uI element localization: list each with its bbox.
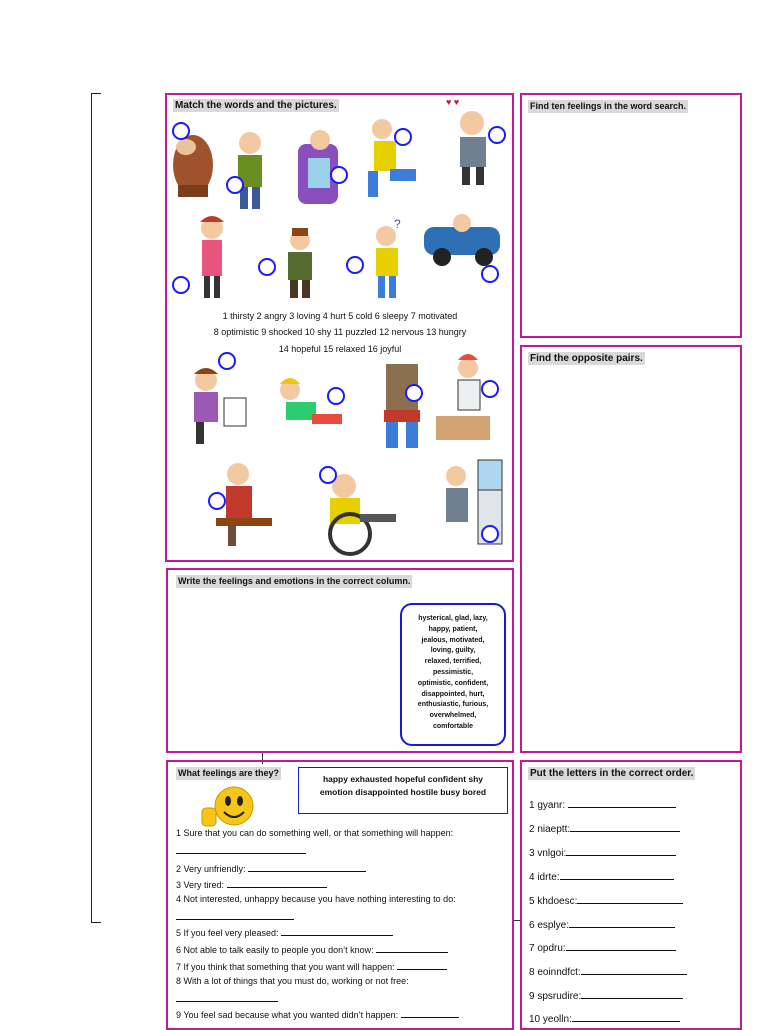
- cartoon-cold-man: [276, 226, 324, 302]
- answer-circle[interactable]: [172, 122, 190, 140]
- opposites-header: Find the opposite pairs.: [530, 353, 643, 364]
- thumbs-up-smiley-icon: [196, 786, 258, 830]
- scramble-item: 8 eoinndfct:: [529, 965, 687, 978]
- outer-frame: [91, 93, 101, 923]
- answer-line-4[interactable]: [176, 910, 294, 923]
- cartoon-angry-driver-car: [418, 205, 506, 269]
- question-8: 8 With a lot of things that you must do, working or not free:: [176, 976, 409, 986]
- cartoon-joyful-woman: [268, 374, 350, 448]
- question-5: 5 If you feel very pleased:: [176, 926, 393, 939]
- answer-circle[interactable]: [218, 352, 236, 370]
- answer-circle[interactable]: [226, 176, 244, 194]
- cartoon-sleepy-man: [225, 125, 275, 213]
- what-feelings-header: What feelings are they?: [178, 768, 280, 778]
- scramble-item: 7 opdru:: [529, 941, 676, 954]
- answer-circle[interactable]: [327, 387, 345, 405]
- answer-circle[interactable]: [481, 380, 499, 398]
- scramble-item: 3 vnlgoi:: [529, 846, 676, 859]
- scramble-item: 6 esplye:: [529, 918, 675, 931]
- column-section-header: Write the feelings and emotions in the correct column.: [178, 576, 411, 586]
- question-7: 7 If you think that something that you want will happen:: [176, 960, 447, 973]
- scramble-item: 9 spsrudire:: [529, 989, 683, 1002]
- cartoon-wheelchair-man: [304, 468, 408, 558]
- answer-circle[interactable]: [172, 276, 190, 294]
- match-words-line-2: 8 optimistic 9 shocked 10 shy 11 puzzled 12 nervous 13 hungry: [213, 327, 467, 337]
- svg-text:?: ?: [394, 217, 401, 231]
- answer-circle[interactable]: [394, 128, 412, 146]
- feelings-word-box: hysterical, glad, lazy, happy, patient, jealous, motivated, loving, guilty, relaxed, terrified, pessimistic, optimistic, confident, disappointed, hurt, enthusiastic, furious, overwhelmed, comfortable: [400, 603, 506, 746]
- cartoon-hysterical-woman: [180, 362, 252, 448]
- match-section-header: Match the words and the pictures.: [175, 100, 337, 111]
- word-search-section: [520, 93, 742, 338]
- answer-circle[interactable]: [258, 258, 276, 276]
- cartoon-puzzled-man: [360, 216, 410, 302]
- scramble-item: 4 idrte:: [529, 870, 674, 883]
- cartoon-hurt-man: [360, 113, 426, 205]
- scramble-item: 10 yeolln:: [529, 1012, 680, 1025]
- match-words-line-1: 1 thirsty 2 angry 3 loving 4 hurt 5 cold 6 sleepy 7 motivated: [222, 311, 458, 321]
- feelings-word-box-2: happy exhausted hopeful confident shy emotion disappointed hostile busy bored: [298, 767, 508, 814]
- answer-circle[interactable]: [481, 265, 499, 283]
- answer-circle[interactable]: [481, 525, 499, 543]
- svg-text:♥ ♥: ♥ ♥: [446, 97, 460, 107]
- scramble-header: Put the letters in the correct order.: [530, 768, 694, 779]
- cartoon-shy-man: [372, 362, 432, 454]
- cartoon-nervous-woman: [192, 210, 232, 302]
- answer-circle[interactable]: [346, 256, 364, 274]
- scramble-item: 1 gyanr:: [529, 798, 676, 811]
- scramble-item: 5 khdoesc:: [529, 894, 683, 907]
- answer-circle[interactable]: [208, 492, 226, 510]
- word-search-header: Find ten feelings in the word search.: [530, 101, 687, 111]
- scramble-item: 2 niaeptt:: [529, 822, 680, 835]
- cartoon-angry-man-ironing: [430, 352, 496, 448]
- question-2: 2 Very unfriendly:: [176, 862, 366, 875]
- answer-circle[interactable]: [319, 466, 337, 484]
- answer-circle[interactable]: [405, 384, 423, 402]
- answer-circle[interactable]: [330, 166, 348, 184]
- opposites-section: [520, 345, 742, 753]
- question-6: 6 Not able to talk easily to people you don’t know:: [176, 943, 448, 956]
- question-9: 9 You feel sad because what you wanted didn’t happen:: [176, 1008, 459, 1021]
- match-words-line-3: 14 hopeful 15 relaxed 16 joyful: [278, 344, 402, 354]
- question-3: 3 Very tired:: [176, 878, 327, 891]
- answer-circle[interactable]: [488, 126, 506, 144]
- question-4: 4 Not interested, unhappy because you have nothing interesting to do:: [176, 894, 456, 904]
- question-1: 1 Sure that you can do something well, or that something will happen:: [176, 828, 454, 838]
- answer-line-1[interactable]: [176, 844, 306, 857]
- answer-line-8[interactable]: [176, 992, 278, 1005]
